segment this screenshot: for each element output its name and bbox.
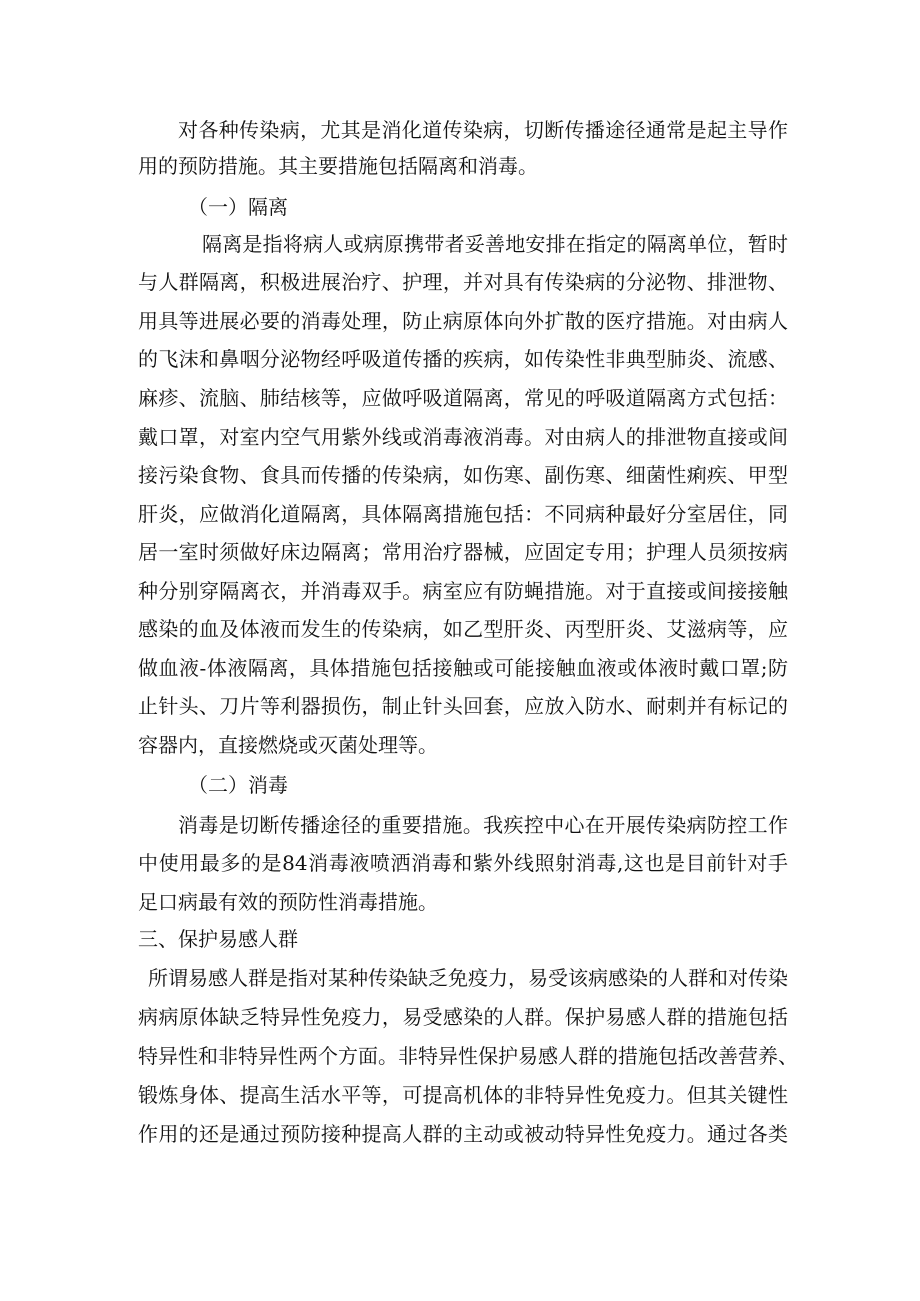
paragraph-line: 隔离是指将病人或病原携带者妥善地安排在指定的隔离单位，暂时 xyxy=(202,232,788,256)
paragraph-line: 锻炼身体、提高生活水平等，可提高机体的非特异性免疫力。但其关键性 xyxy=(138,1083,788,1107)
paragraph-line: 做血液-体液隔离，具体措施包括接触或可能接触血液或体液时戴口罩;防 xyxy=(138,656,788,680)
section-heading: （一）隔离 xyxy=(188,195,288,219)
paragraph-line: 的飞沫和鼻咽分泌物经呼吸道传播的疾病，如传染性非典型肺炎、流感、 xyxy=(138,347,788,371)
paragraph-line: 感染的血及体液而发生的传染病，如乙型肝炎、丙型肝炎、艾滋病等，应 xyxy=(138,617,788,641)
paragraph-line: 接污染食物、食具而传播的传染病，如伤寒、副伤寒、细菌性痢疾、甲型 xyxy=(138,463,788,487)
paragraph-line: 与人群隔离，积极进展治疗、护理，并对具有传染病的分泌物、排泄物、 xyxy=(138,270,788,294)
paragraph-line: 病病原体缺乏特异性免疫力，易受感染的人群。保护易感人群的措施包括 xyxy=(138,1005,788,1029)
paragraph-line: 对各种传染病，尤其是消化道传染病，切断传播途径通常是起主导作 xyxy=(178,118,788,142)
paragraph-line: 消毒是切断传播途径的重要措施。我疾控中心在开展传染病防控工作 xyxy=(178,813,788,837)
paragraph-line: 足口病最有效的预防性消毒措施。 xyxy=(138,890,438,914)
paragraph-line: 特异性和非特异性两个方面。非特异性保护易感人群的措施包括改善营养、 xyxy=(138,1044,798,1068)
section-heading: 三、保护易感人群 xyxy=(138,927,298,951)
paragraph-line: 所谓易感人群是指对某种传染缺乏免疫力，易受该病感染的人群和对传染 xyxy=(148,966,788,990)
section-heading: （二）消毒 xyxy=(188,773,288,797)
paragraph-line: 用具等进展必要的消毒处理，防止病原体向外扩散的医疗措施。对由病人 xyxy=(138,309,788,333)
paragraph-line: 中使用最多的是84消毒液喷洒消毒和紫外线照射消毒,这也是目前针对手 xyxy=(138,851,788,875)
paragraph-line: 用的预防措施。其主要措施包括隔离和消毒。 xyxy=(138,154,538,178)
paragraph-line: 止针头、刀片等利器损伤，制止针头回套，应放入防水、耐刺并有标记的 xyxy=(138,694,788,718)
paragraph-line: 肝炎，应做消化道隔离，具体隔离措施包括：不同病种最好分室居住，同 xyxy=(138,502,788,526)
paragraph-line: 戴口罩，对室内空气用紫外线或消毒液消毒。对由病人的排泄物直接或间 xyxy=(138,425,788,449)
paragraph-line: 居一室时须做好床边隔离；常用治疗器械，应固定专用；护理人员须按病 xyxy=(138,540,788,564)
paragraph-line: 麻疹、流脑、肺结核等，应做呼吸道隔离，常见的呼吸道隔离方式包括： xyxy=(138,386,788,410)
paragraph-line: 容器内，直接燃烧或灭菌处理等。 xyxy=(138,733,438,757)
paragraph-line: 种分别穿隔离衣，并消毒双手。病室应有防蝇措施。对于直接或间接接触 xyxy=(138,579,788,603)
paragraph-line: 作用的还是通过预防接种提高人群的主动或被动特异性免疫力。通过各类 xyxy=(138,1122,788,1146)
